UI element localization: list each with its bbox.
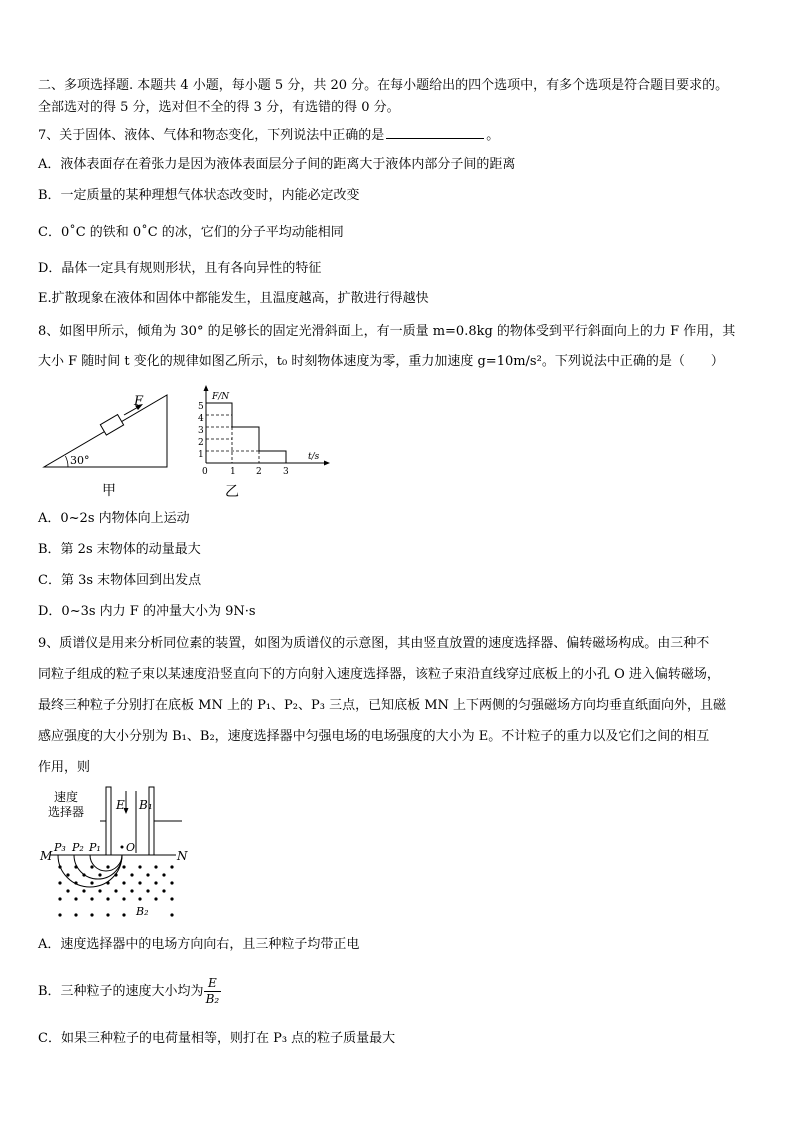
fraction-denominator: B₂	[205, 992, 220, 1006]
q7-stem	[38, 126, 499, 144]
field-dot	[106, 913, 109, 916]
section-instruction-line-2: 全部选对的得 5 分，选对但不全的得 3 分，有选错的得 0 分。	[38, 100, 400, 115]
incline-figure-jia	[40, 385, 180, 500]
field-dot	[154, 881, 157, 884]
fraction-numerator: E	[204, 976, 222, 992]
label-E: E	[116, 798, 125, 812]
field-dot	[130, 889, 133, 892]
label-B1: B₁	[139, 798, 153, 812]
field-dot	[162, 873, 165, 876]
field-dot	[170, 881, 173, 884]
field-dot	[122, 881, 125, 884]
y-tick-4: 4	[198, 414, 204, 424]
field-dot	[154, 897, 157, 900]
field-dot	[138, 897, 141, 900]
label-P2: P₂	[72, 841, 84, 854]
field-dot	[146, 889, 149, 892]
angle-arc	[65, 456, 68, 467]
field-dot	[106, 865, 109, 868]
q7-option-b: B．一定质量的某种理想气体状态改变时，内能必定改变	[38, 188, 360, 203]
label-M: M	[40, 849, 53, 863]
y-tick-5: 5	[198, 402, 204, 412]
mass-spectrometer-figure	[36, 783, 196, 925]
q8-option-c: C．第 3s 末物体回到出发点	[38, 573, 202, 588]
selector-label-line-2: 选择器	[48, 805, 85, 819]
field-dot	[170, 913, 173, 916]
q7-option-c: C．0˚C 的铁和 0˚C 的冰，它们的分子平均动能相同	[38, 225, 344, 240]
field-dot	[98, 873, 101, 876]
field-dot	[106, 881, 109, 884]
q9-stem-line-2: 同粒子组成的粒子束以某速度沿竖直向下的方向射入速度选择器，该粒子束沿直线穿过底板上的小孔 O 进入偏转磁场，	[38, 667, 720, 682]
q8-option-d: D．0~3s 内力 F 的冲量大小为 9N·s	[38, 604, 256, 619]
field-dot	[146, 873, 149, 876]
field-dot	[90, 865, 93, 868]
field-dot	[162, 889, 165, 892]
x-tick-2: 2	[256, 467, 262, 477]
x-tick-3: 3	[283, 467, 289, 477]
caption-yi: 乙	[225, 484, 239, 500]
field-dot	[90, 897, 93, 900]
q7-option-d: D．晶体一定具有规则形状，且有各向异性的特征	[38, 261, 322, 276]
label-P3: P₃	[54, 841, 66, 854]
x-axis-label: t/s	[308, 452, 320, 462]
field-dot	[98, 889, 101, 892]
field-dot	[74, 865, 77, 868]
field-dot	[170, 865, 173, 868]
field-dot	[66, 889, 69, 892]
q7-stem-text: 7、关于固体、液体、气体和物态变化，下列说法中正确的是	[38, 128, 385, 143]
electric-plate-left	[106, 787, 111, 855]
trajectory-p1	[90, 855, 122, 871]
label-B2: B₂	[136, 905, 149, 918]
field-dot	[74, 913, 77, 916]
field-dot	[82, 873, 85, 876]
field-dot	[130, 873, 133, 876]
field-dot	[138, 865, 141, 868]
angle-label: 30°	[70, 454, 90, 467]
q7-option-e: E.扩散现象在液体和固体中都能发生，且温度越高，扩散进行得越快	[38, 291, 429, 306]
field-dot	[74, 881, 77, 884]
field-dot	[58, 881, 61, 884]
y-tick-2: 2	[198, 438, 204, 448]
field-dot	[170, 897, 173, 900]
x-axis-arrowhead	[324, 461, 330, 466]
field-dot	[66, 873, 69, 876]
field-dot	[122, 913, 125, 916]
force-time-graph-yi	[192, 383, 332, 501]
field-dot	[74, 897, 77, 900]
field-dot	[90, 881, 93, 884]
q9-option-b-fraction	[204, 976, 222, 1007]
q9-stem-line-4: 感应强度的大小分别为 B₁、B₂，速度选择器中匀强电场的电场强度的大小为 E。不计粒子的重力以及它们之间的相互	[38, 729, 710, 744]
caption-jia: 甲	[102, 483, 116, 499]
field-dot	[106, 897, 109, 900]
field-dot	[114, 873, 117, 876]
q8-stem-line-1: 8、如图甲所示，倾角为 30° 的足够长的固定光滑斜面上，有一质量 m=0.8kg 的物体受到平行斜面向上的力 F 作用，其	[38, 324, 736, 339]
label-P1: P₁	[89, 841, 101, 854]
q9-stem-line-3: 最终三种粒子分别打在底板 MN 上的 P₁、P₂、P₃ 三点，已知底板 MN 上下两侧的匀强磁场方向均垂直纸面向外，且磁	[38, 698, 727, 713]
q9-option-a: A．速度选择器中的电场方向向右，且三种粒子均带正电	[38, 937, 360, 952]
selector-label-line-1: 速度	[54, 790, 79, 804]
label-O: O	[126, 841, 136, 854]
field-dot	[82, 889, 85, 892]
q8-stem-line-2: 大小 F 随时间 t 变化的规律如图乙所示，t₀ 时刻物体速度为零，重力加速度 g=10m/s²。下列说法中正确的是（ ）	[38, 354, 724, 369]
q8-option-b: B．第 2s 末物体的动量最大	[38, 542, 201, 557]
q8-option-a: A．0~2s 内物体向上运动	[38, 511, 190, 526]
field-dot	[58, 865, 61, 868]
y-axis-label: F/N	[212, 392, 230, 402]
q7-option-a: A．液体表面存在着张力是因为液体表面层分子间的距离大于液体内部分子间的距离	[38, 157, 516, 172]
q7-answer-blank	[386, 126, 484, 139]
field-dot	[122, 897, 125, 900]
y-axis-arrowhead	[204, 385, 209, 391]
section-instruction-line-1: 二、多项选择题. 本题共 4 小题，每小题 5 分，共 20 分。在每小题给出的四个选项中，有多个选项是符合题目要求的。	[38, 78, 729, 93]
hole-O	[121, 846, 124, 849]
force-label: F	[134, 394, 144, 409]
y-tick-1: 1	[198, 450, 204, 460]
trajectory-p3	[58, 855, 122, 887]
q9-option-b-text: B．三种粒子的速度大小均为	[38, 984, 204, 999]
q9-option-b	[38, 976, 221, 1007]
y-tick-3: 3	[198, 426, 204, 436]
force-step-curve	[206, 403, 286, 463]
field-dot	[90, 913, 93, 916]
field-dot	[122, 865, 125, 868]
label-N: N	[177, 849, 188, 863]
x-tick-0: 0	[202, 467, 208, 477]
q9-stem-line-1: 9、质谱仪是用来分析同位素的装置，如图为质谱仪的示意图，其由竖直放置的速度选择器、偏转磁场构成。由三种不	[38, 636, 710, 651]
q9-stem-line-5: 作用，则	[38, 760, 91, 775]
x-tick-1: 1	[230, 467, 236, 477]
q7-stem-end: 。	[486, 128, 500, 143]
field-dot	[138, 881, 141, 884]
field-dot	[58, 913, 61, 916]
field-dot	[154, 865, 157, 868]
q9-option-c: C．如果三种粒子的电荷量相等，则打在 P₃ 点的粒子质量最大	[38, 1031, 396, 1046]
field-dot	[114, 889, 117, 892]
field-dot	[58, 897, 61, 900]
